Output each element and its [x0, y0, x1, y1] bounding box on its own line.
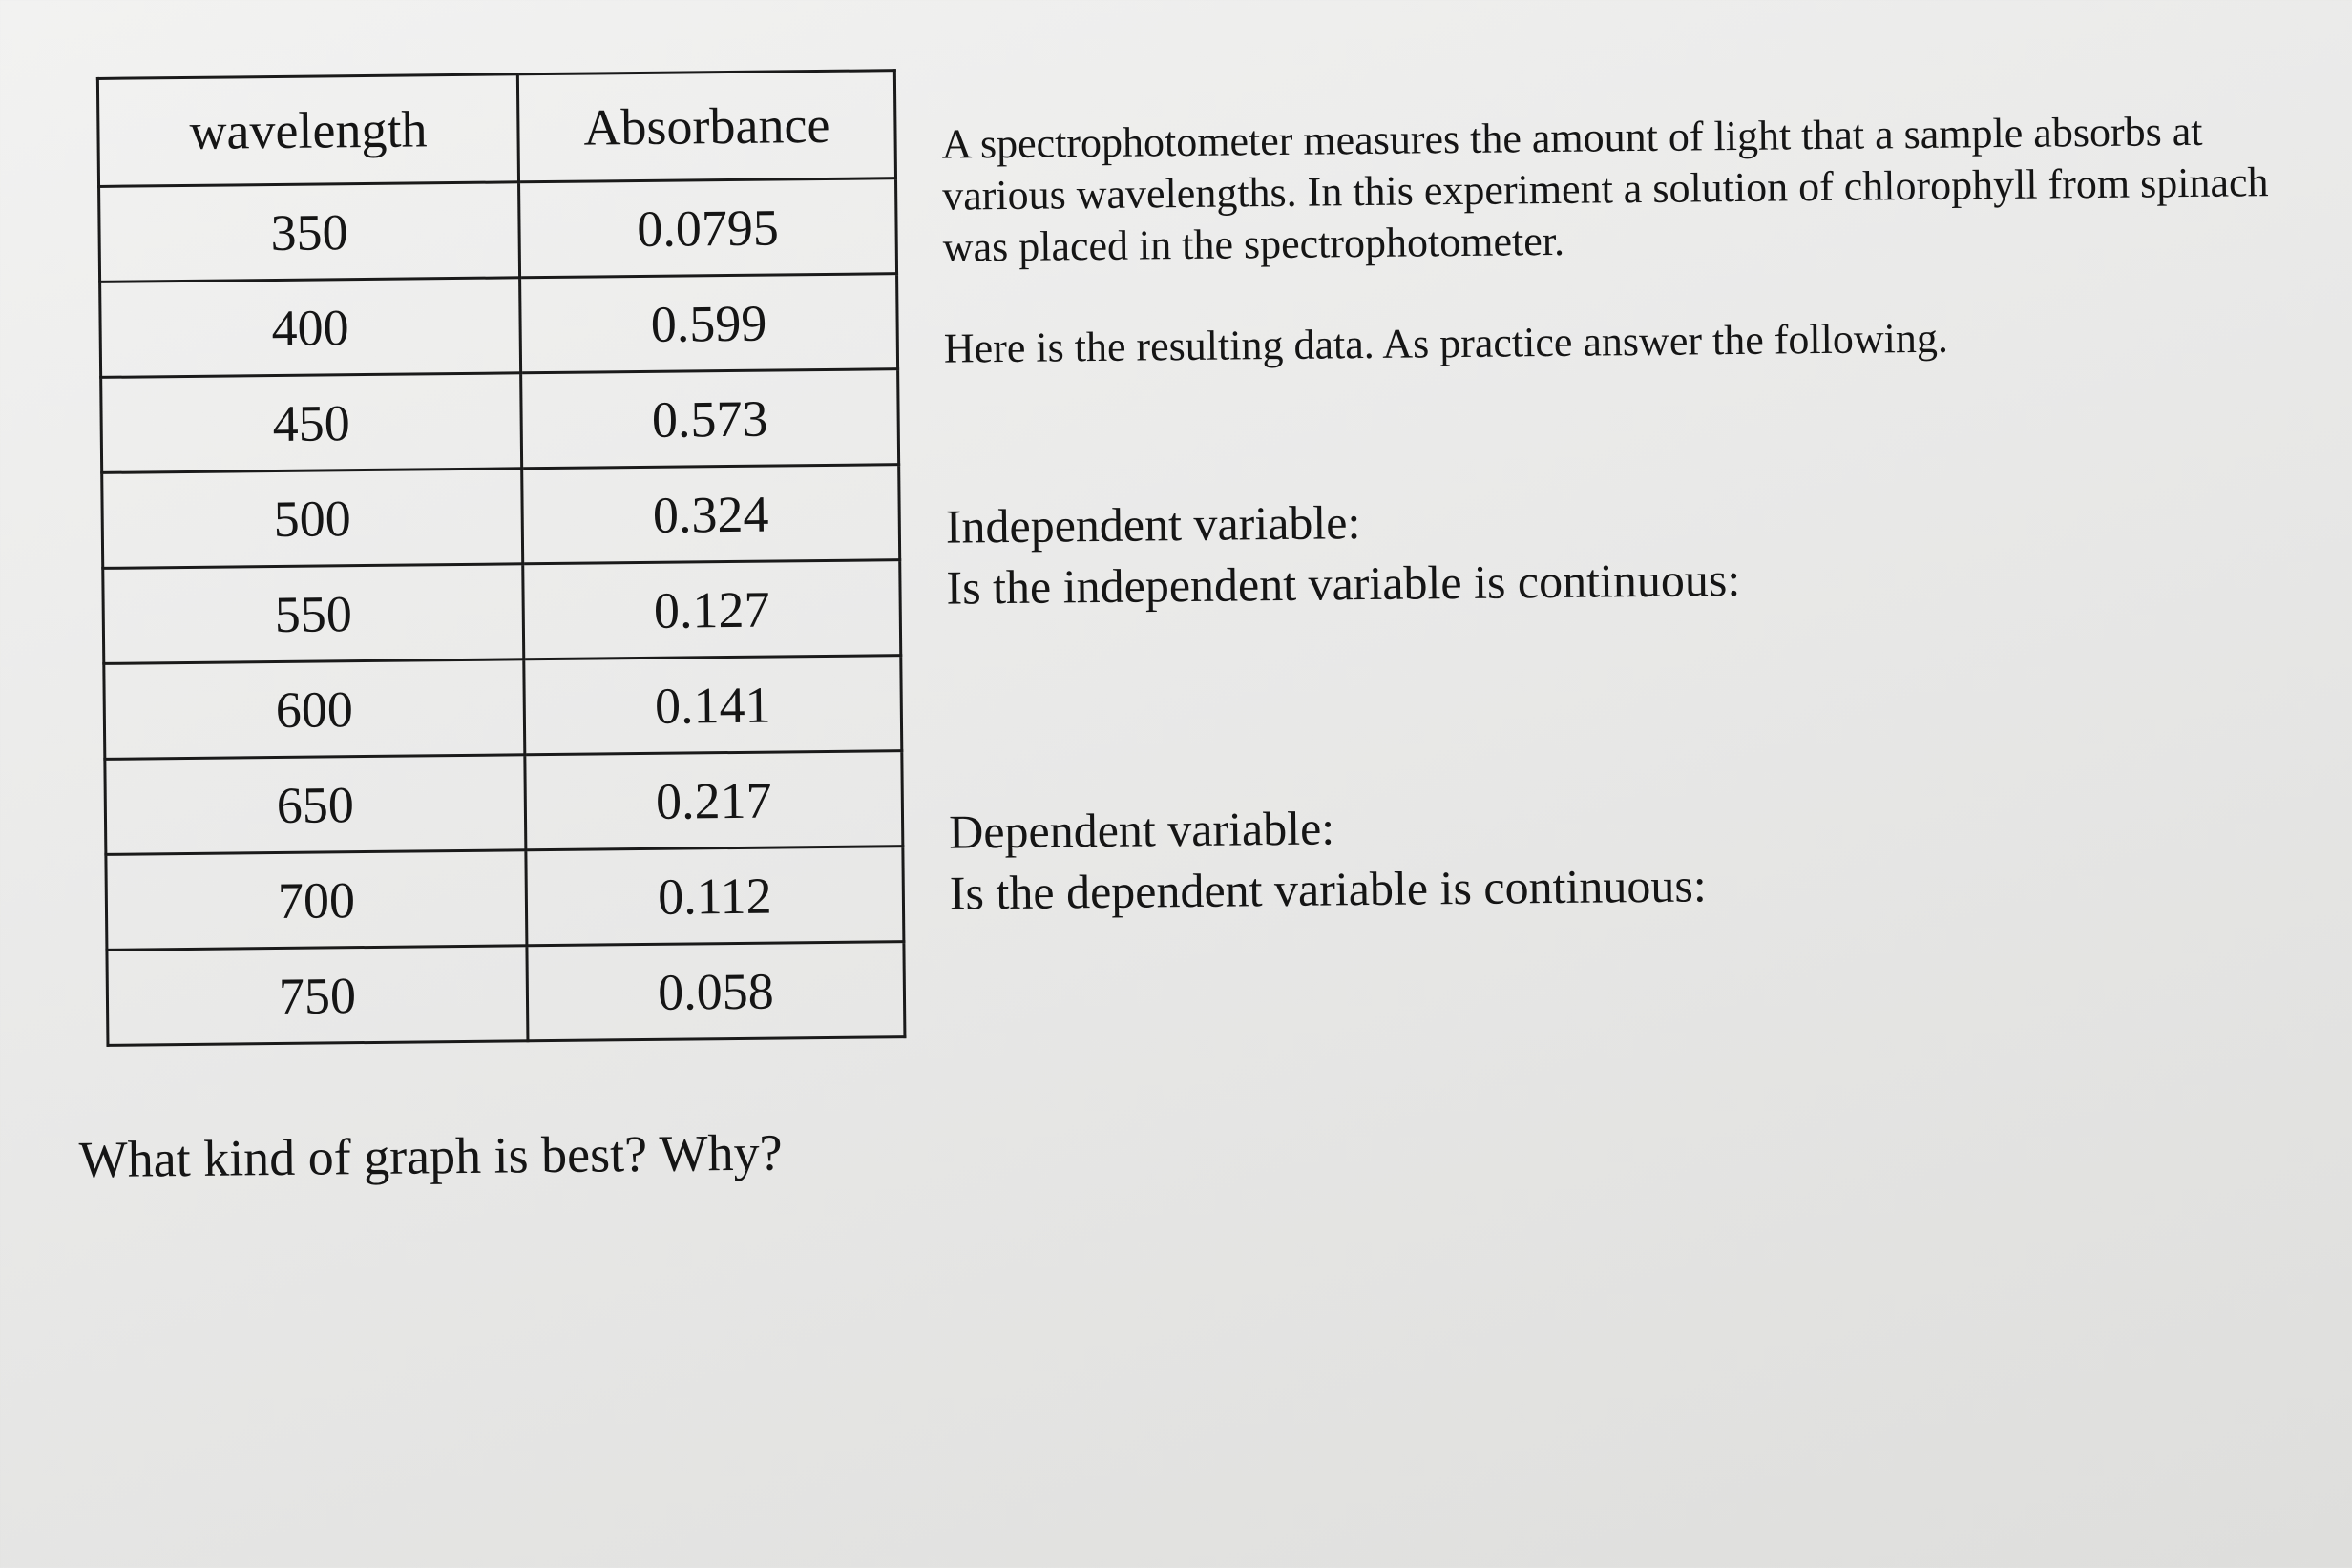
absorbance-cell: 0.127: [523, 560, 901, 659]
dependent-continuous-question: Is the dependent variable is continuous:: [949, 858, 1707, 920]
table-row: [104, 656, 902, 760]
wavelength-cell: 500: [102, 469, 523, 569]
wavelength-cell: 750: [107, 946, 528, 1046]
table-row: [101, 369, 899, 473]
table-row: [102, 465, 900, 569]
table-row: [107, 942, 905, 1046]
wavelength-header: wavelength: [97, 74, 518, 187]
intro-paragraph: A spectrophotometer measures the amount of light that a sample absorbs at various wavelengths. In this experiment a solution of chlorophyll from spinach was placed in the spectrophotometer.: [941, 107, 2269, 271]
absorbance-header: Absorbance: [517, 71, 895, 182]
absorbance-cell: 0.0795: [519, 178, 897, 278]
dependent-variable-label: Dependent variable:: [948, 801, 1335, 859]
graph-type-question: What kind of graph is best? Why?: [78, 1123, 783, 1189]
absorbance-cell: 0.217: [525, 751, 903, 850]
wavelength-cell: 450: [101, 373, 522, 473]
table-row: [106, 847, 904, 951]
independent-variable-label: Independent variable:: [945, 495, 1361, 554]
wavelength-cell: 400: [100, 278, 521, 378]
independent-variable-questions: [945, 488, 1740, 618]
wavelength-cell: 700: [106, 850, 527, 951]
table-row: [105, 751, 903, 855]
independent-continuous-question: Is the independent variable is continuous:: [946, 552, 1741, 615]
absorbance-cell: 0.599: [520, 274, 898, 373]
table-row: [100, 274, 898, 378]
absorbance-cell: 0.112: [526, 847, 904, 946]
absorbance-cell: 0.324: [522, 465, 900, 564]
table-row: [99, 178, 897, 282]
dependent-variable-questions: [949, 793, 1707, 923]
wavelength-cell: 350: [99, 182, 520, 282]
absorbance-data-table: [96, 69, 907, 1047]
absorbance-cell: 0.573: [521, 369, 899, 469]
wavelength-cell: 600: [104, 659, 525, 760]
table-header-row: [97, 71, 895, 187]
wavelength-cell: 550: [103, 564, 524, 664]
table-row: [103, 560, 901, 664]
absorbance-cell: 0.141: [524, 656, 902, 755]
absorbance-cell: 0.058: [527, 942, 905, 1041]
wavelength-cell: 650: [105, 755, 526, 855]
practice-prompt: Here is the resulting data. As practice answer the following.: [943, 314, 1949, 372]
